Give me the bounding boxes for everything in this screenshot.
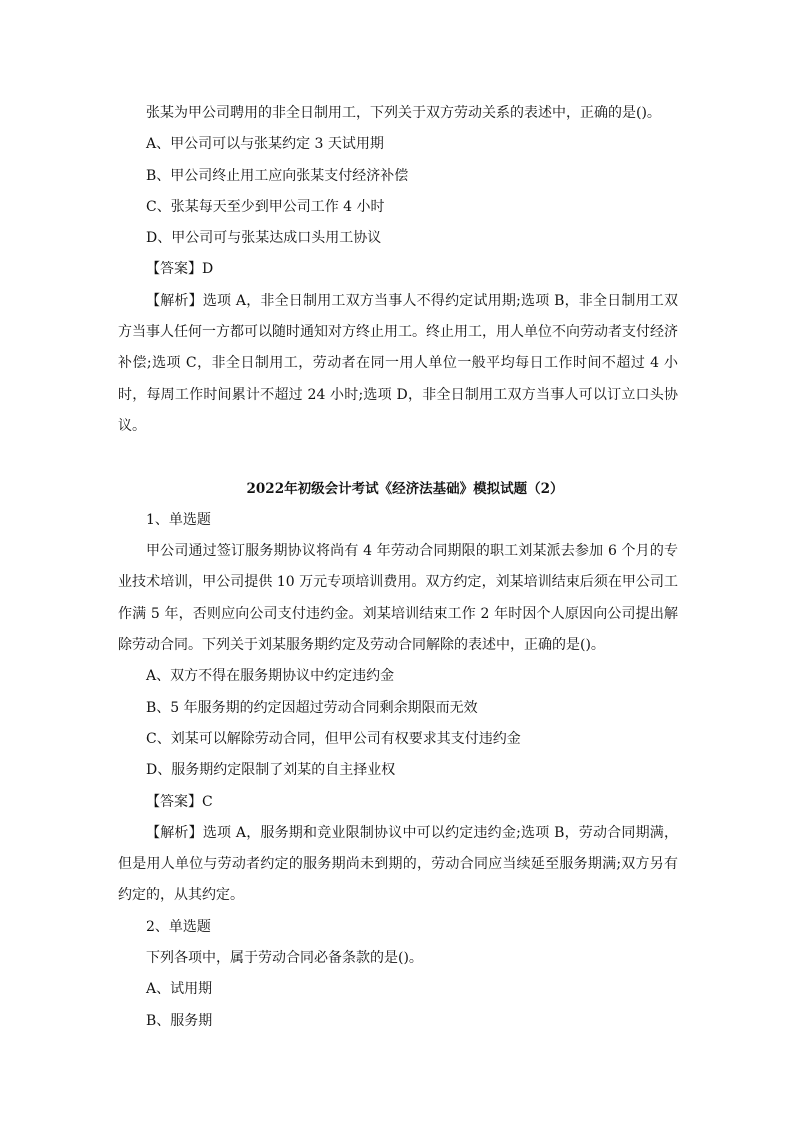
option-b: B、服务期	[146, 1012, 213, 1029]
option-a: A、甲公司可以与张某约定 3 天试用期	[146, 136, 384, 153]
section-title: 2022年初级会计考试《经济法基础》模拟试题（2）	[246, 480, 564, 497]
question-stem: 甲公司通过签订服务期协议将尚有 4 年劳动合同期限的职工刘某派去参加 6 个月的专业技术培训，甲公司提供 10 万元专项培训费用。双方约定，刘某培训结束后须在甲公司工作满 5 年，否则应向公司支付违约金。刘某培训结束工作 2 年时因个人原因向公司提出解除劳动合同。下列关于刘某服务期约定及劳动合同解除的表述中，正确的是()。	[118, 543, 678, 654]
answer: 【答案】C	[146, 793, 213, 810]
option-d: D、甲公司可与张某达成口头用工协议	[146, 230, 382, 247]
document-body	[118, 98, 678, 1037]
question-stem: 张某为甲公司聘用的非全日制用工，下列关于双方劳动关系的表述中，正确的是()。	[146, 105, 661, 121]
answer: 【答案】D	[146, 261, 214, 278]
option-a: A、试用期	[146, 981, 213, 998]
option-c: C、刘某可以解除劳动合同，但甲公司有权要求其支付违约金	[146, 730, 521, 747]
option-a: A、双方不得在服务期协议中约定违约金	[146, 668, 395, 685]
question-type: 2、单选题	[146, 918, 211, 935]
option-d: D、服务期约定限制了刘某的自主择业权	[146, 762, 396, 779]
question-stem: 下列各项中，属于劳动合同必备条款的是()。	[146, 950, 423, 967]
analysis: 【解析】选项 A，服务期和竞业限制协议中可以约定违约金;选项 B，劳动合同期满，但是用人单位与劳动者约定的服务期尚未到期的，劳动合同应当续延至服务期满;双方另有约定的，从其约定。	[118, 824, 678, 904]
option-c: C、张某每天至少到甲公司工作 4 小时	[146, 198, 385, 215]
section-gap	[118, 442, 678, 473]
option-b: B、5 年服务期的约定因超过劳动合同剩余期限而无效	[146, 699, 478, 716]
analysis: 【解析】选项 A，非全日制用工双方当事人不得约定试用期;选项 B，非全日制用工双方当事人任何一方都可以随时通知对方终止用工。终止用工，用人单位不向劳动者支付经济补偿;选项 C，非全日制用工，劳动者在同一用人单位一般平均每日工作时间不超过 4 小时，每周工作时间累计不超过 24 小时;选项 D，非全日制用工双方当事人可以订立口头协议。	[118, 292, 678, 434]
option-b: B、甲公司终止用工应向张某支付经济补偿	[146, 167, 409, 184]
question-type: 1、单选题	[146, 511, 211, 528]
